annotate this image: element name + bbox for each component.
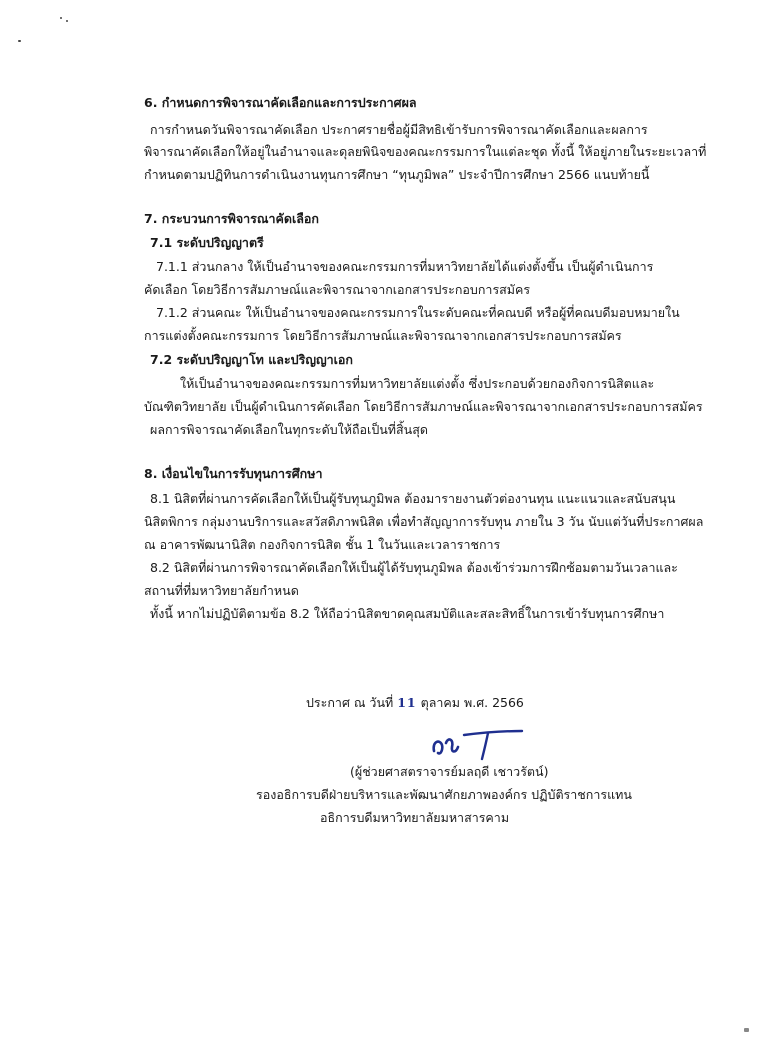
item-7-1-2-line: การแต่งตั้งคณะกรรมการ โดยวิธีการสัมภาษณ์และพิจารณาจากเอกสารประกอบการสมัคร [144, 328, 622, 343]
announcement-day: 11 [397, 695, 417, 710]
section-7-1-heading: 7.1 ระดับปริญญาตรี [150, 235, 264, 250]
item-8-2-line: 8.2 นิสิตที่ผ่านการพิจารณาคัดเลือกให้เป็นผู้ได้รับทุนภูมิพล ต้องเข้าร่วมการฝึกซ้อมตามวันเวลาและ [150, 560, 678, 575]
scan-speck [60, 17, 62, 19]
section-6-line: การกำหนดวันพิจารณาคัดเลือก ประกาศรายชื่อผู้มีสิทธิเข้ารับการพิจารณาคัดเลือกและผลการ [150, 122, 648, 137]
item-7-1-2-line: 7.1.2 ส่วนคณะ ให้เป็นอำนาจของคณะกรรมการในระดับคณะที่คณบดี หรือผู้ที่คณบดีมอบหมายใน [156, 305, 680, 320]
section-8-closing: ทั้งนี้ หากไม่ปฏิบัติตามข้อ 8.2 ให้ถือว่านิสิตขาดคุณสมบัติและสละสิทธิ์ในการเข้ารับทุนการศึกษา [150, 606, 665, 621]
section-6-heading: 6. กำหนดการพิจารณาคัดเลือกและการประกาศผล [144, 95, 417, 110]
signatory-position-line2: อธิการบดีมหาวิทยาลัยมหาสารคาม [320, 810, 510, 825]
announcement-prefix: ประกาศ ณ วันที่ [306, 695, 394, 710]
item-7-2-line: ให้เป็นอำนาจของคณะกรรมการที่มหาวิทยาลัยแต่งตั้ง ซึ่งประกอบด้วยกองกิจการนิสิตและ [180, 376, 655, 391]
scan-speck [744, 1028, 749, 1032]
section-7-2-heading: 7.2 ระดับปริญญาโท และปริญญาเอก [150, 352, 353, 367]
scan-speck [66, 20, 68, 22]
section-7-heading: 7. กระบวนการพิจารณาคัดเลือก [144, 211, 319, 226]
item-8-1-line: 8.1 นิสิตที่ผ่านการคัดเลือกให้เป็นผู้รับทุนภูมิพล ต้องมารายงานตัวต่องานทุน แนะแนวและสนับสนุน [150, 491, 676, 506]
item-7-1-1-line: คัดเลือก โดยวิธีการสัมภาษณ์และพิจารณาจากเอกสารประกอบการสมัคร [144, 282, 531, 297]
signatory-position-line1: รองอธิการบดีฝ่ายบริหารและพัฒนาศักยภาพองค์กร ปฏิบัติราชการแทน [256, 787, 632, 802]
item-7-2-line: บัณฑิตวิทยาลัย เป็นผู้ดำเนินการคัดเลือก โดยวิธีการสัมภาษณ์และพิจารณาจากเอกสารประกอบการสมัคร [144, 399, 703, 414]
announcement-date [306, 695, 524, 711]
item-8-2-line: สถานที่ที่มหาวิทยาลัยกำหนด [144, 583, 299, 598]
section-7-final-line: ผลการพิจารณาคัดเลือกในทุกระดับให้ถือเป็นที่สิ้นสุด [150, 422, 428, 437]
scan-speck [18, 40, 21, 42]
section-6-line: กำหนดตามปฏิทินการดำเนินงานทุนการศึกษา “ทุนภูมิพล” ประจำปีการศึกษา 2566 แนบท้ายนี้ [144, 167, 650, 182]
handwritten-signature [428, 725, 528, 761]
item-8-1-line: ณ อาคารพัฒนานิสิต กองกิจการนิสิต ชั้น 1 ในวันและเวลาราชการ [144, 537, 501, 552]
section-8-heading: 8. เงื่อนไขในการรับทุนการศึกษา [144, 466, 323, 481]
item-7-1-1-line: 7.1.1 ส่วนกลาง ให้เป็นอำนาจของคณะกรรมการที่มหาวิทยาลัยได้แต่งตั้งขึ้น เป็นผู้ดำเนินการ [156, 259, 654, 274]
item-8-1-line: นิสิตพิการ กลุ่มงานบริการและสวัสดิภาพนิสิต เพื่อทำสัญญาการรับทุน ภายใน 3 วัน นับแต่วันที่ประกาศผล [144, 514, 704, 529]
announcement-suffix: ตุลาคม พ.ศ. 2566 [420, 695, 524, 710]
section-6-line: พิจารณาคัดเลือกให้อยู่ในอำนาจและดุลยพินิจของคณะกรรมการในแต่ละชุด ทั้งนี้ ให้อยู่ภายในระยะเวลาที่ [144, 144, 707, 159]
signatory-name: (ผู้ช่วยศาสตราจารย์มลฤดี เชาวรัตน์) [350, 764, 549, 779]
